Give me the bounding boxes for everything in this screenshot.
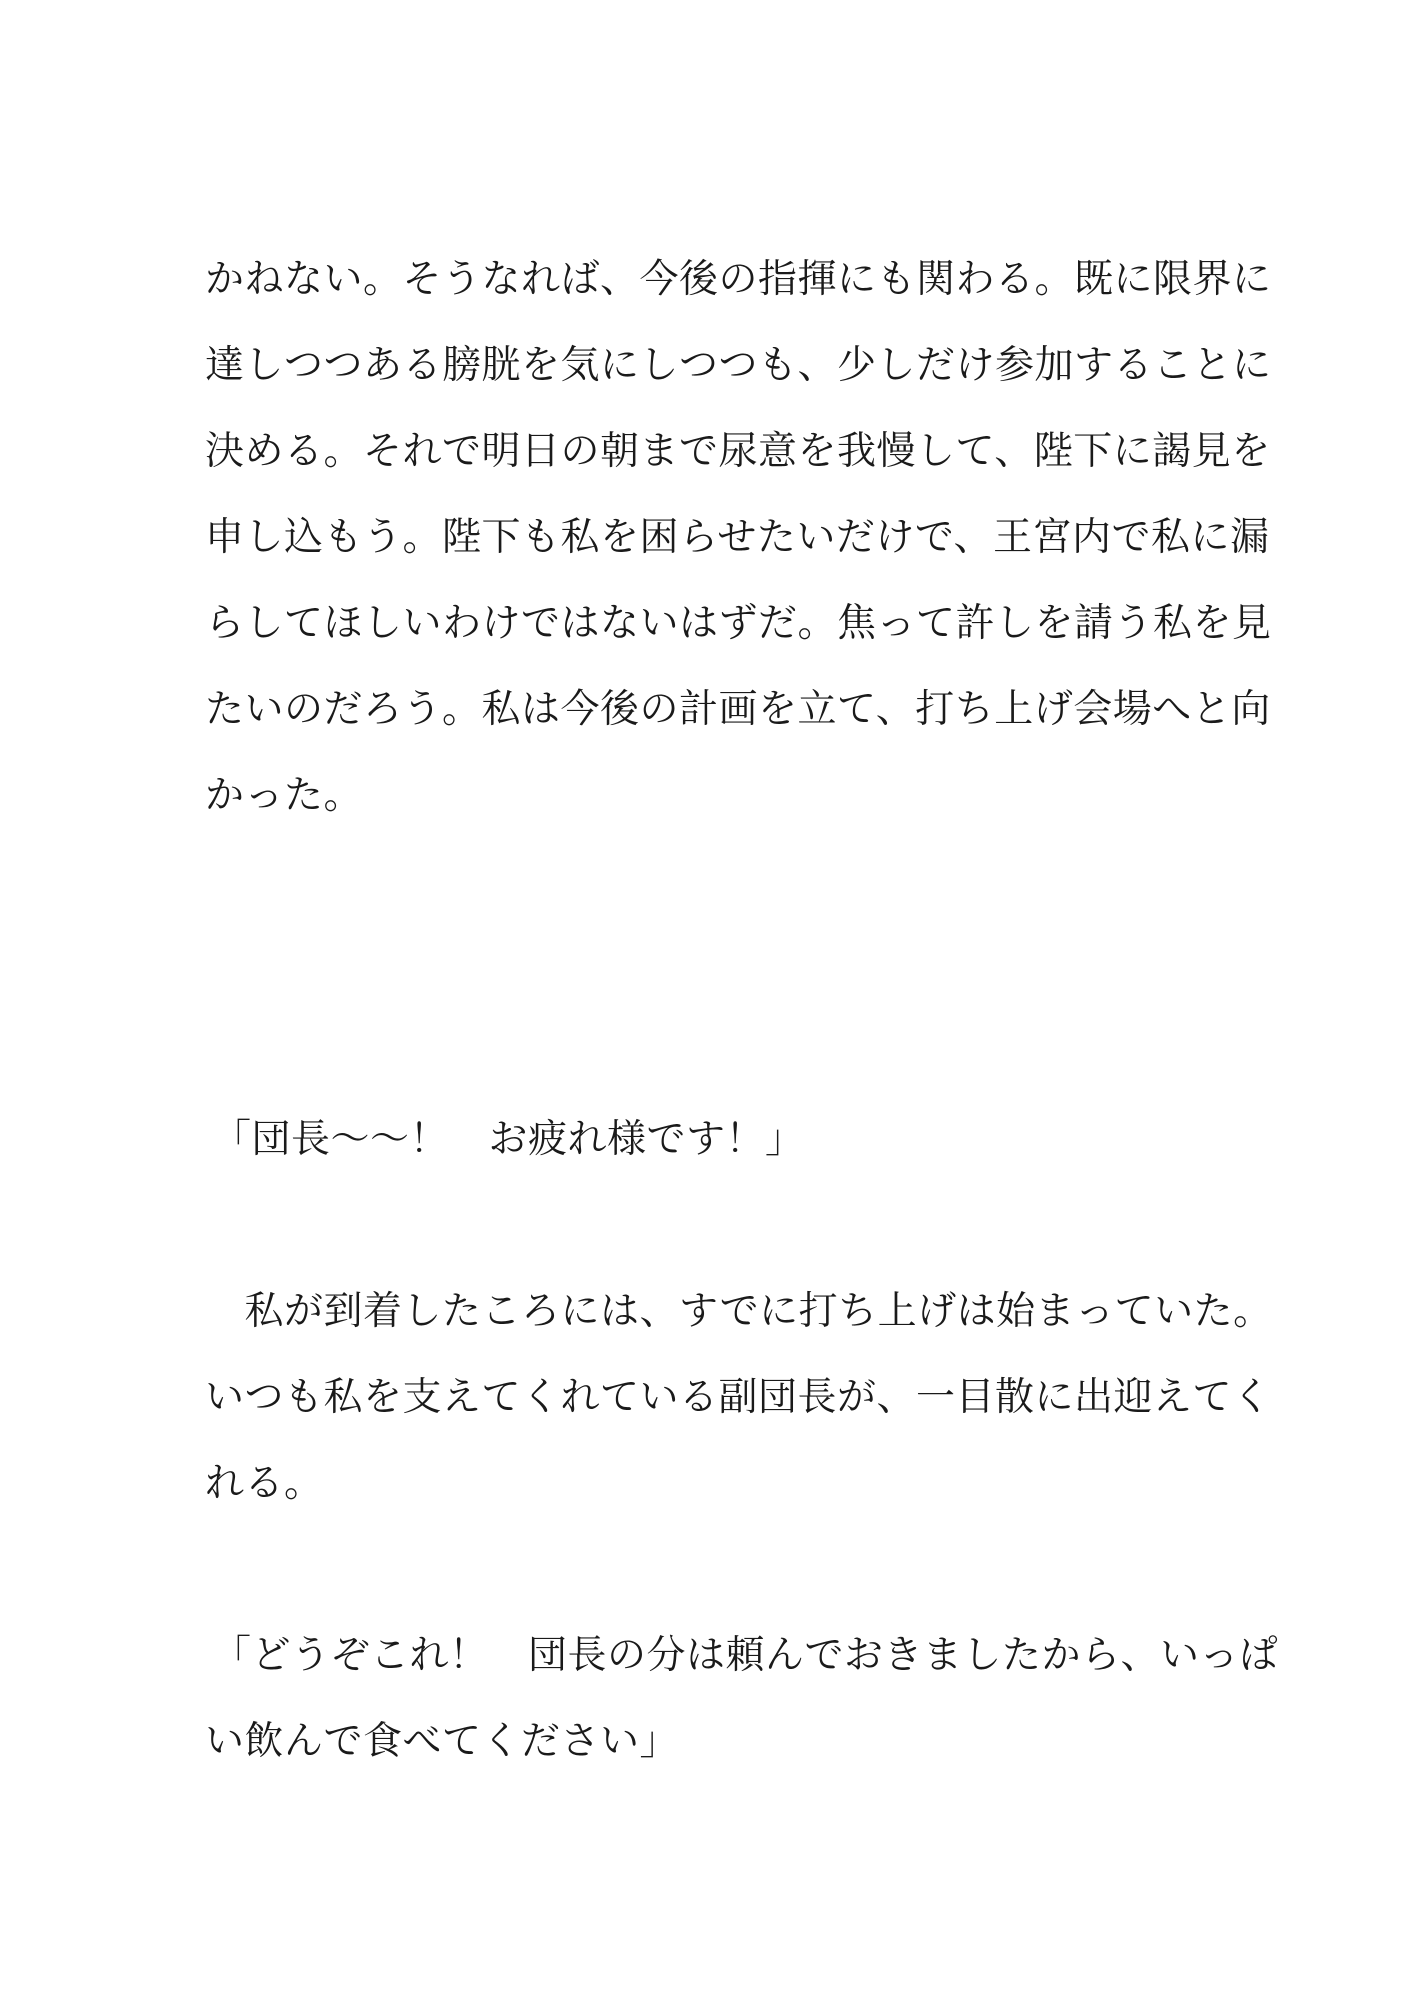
- text-line: れる。: [205, 1461, 324, 1506]
- text-line: 達しつつある膀胱を気にしつつも、少しだけ参加することに: [205, 343, 1272, 388]
- dialogue-line: 「団長〜〜！ お疲れ様です！」: [212, 1117, 805, 1162]
- text-line: らしてほしいわけではないはずだ。焦って許しを請う私を見: [205, 601, 1272, 646]
- text-line: かった。: [205, 773, 364, 818]
- text-line: かねない。そうなれば、今後の指揮にも関わる。既に限界に: [205, 257, 1272, 302]
- text-line: 私が到着したころには、すでに打ち上げは始まっていた。: [205, 1289, 1273, 1334]
- text-line: たいのだろう。私は今後の計画を立て、打ち上げ会場へと向: [205, 687, 1271, 732]
- text-line: 申し込もう。陛下も私を困らせたいだけで、王宮内で私に漏: [205, 515, 1270, 560]
- text-line: 決める。それで明日の朝まで尿意を我慢して、陛下に謁見を: [205, 429, 1271, 474]
- dialogue-line: い飲んで食べてください」: [205, 1719, 680, 1764]
- dialogue-line: 「どうぞこれ！ 団長の分は頼んでおきましたから、いっぱ: [212, 1633, 1279, 1678]
- text-line: いつも私を支えてくれている副団長が、一目散に出迎えてく: [205, 1375, 1272, 1420]
